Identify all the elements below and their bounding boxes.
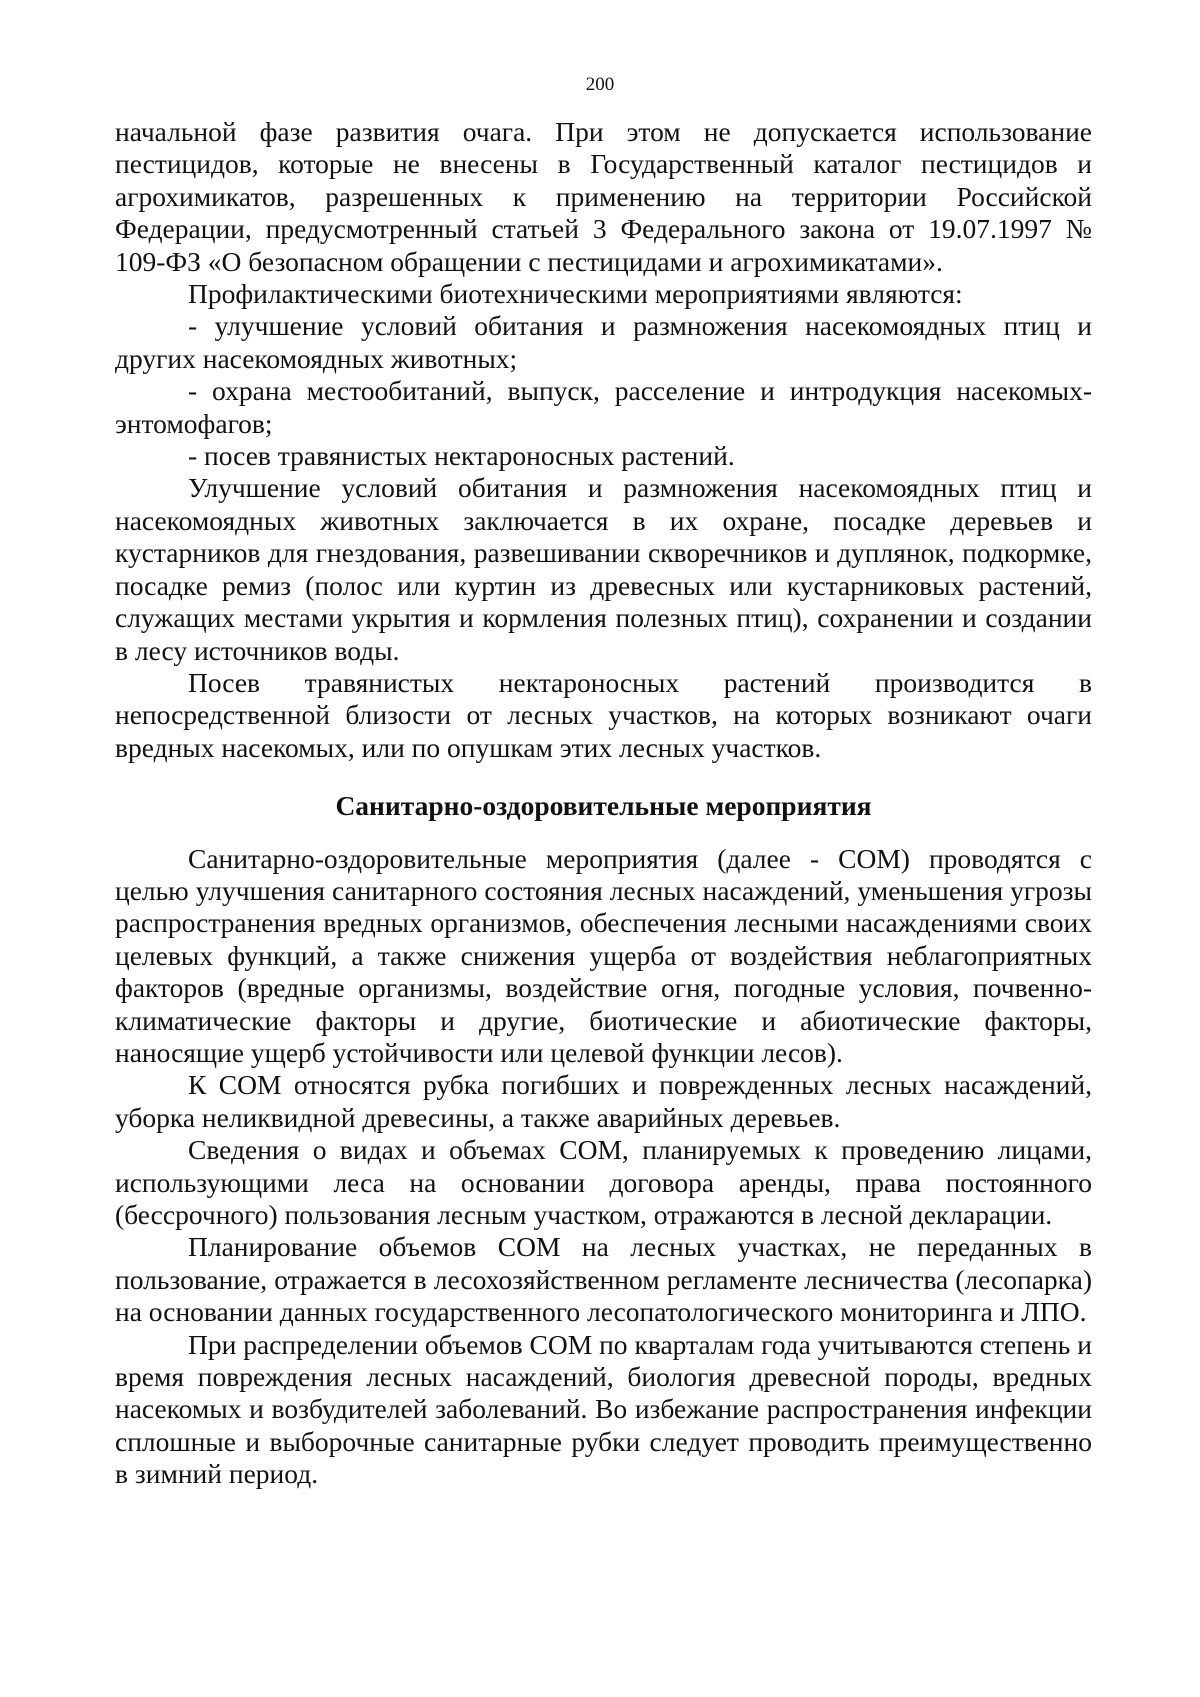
section-heading: Санитарно-оздоровительные мероприятия	[335, 790, 872, 822]
paragraph: При распределении объемов СОМ по кварталам года учитываются степень и время повреждения лесных насаждений, биология древесной породы, вредных насекомых и возбудителей заболеваний. Во избежание распространения инфекции сплошные и выборочные санитарные рубки следует проводить преимущественно в зимний период.	[115, 1328, 1092, 1490]
list-item: - охрана местообитаний, выпуск, расселение и интродукция насекомых-энтомофагов;	[115, 375, 1092, 439]
paragraph: Санитарно-оздоровительные мероприятия (далее - СОМ) проводятся с целью улучшения санитарного состояния лесных насаждений, уменьшения угрозы распространения вредных организмов, обеспечения лесными насаждениями своих целевых функций, а также снижения ущерба от воздействия неблагоприятных факторов (вредные организмы, воздействие огня, погодные условия, почвенно-климатические факторы и другие, биотические и абиотические факторы, наносящие ущерб устойчивости или целевой функции лесов).	[115, 842, 1092, 1068]
paragraph-continued: начальной фазе развития очага. При этом не допускается использование пестицидов, которые не внесены в Государственный каталог пестицидов и агрохимикатов, разрешенных к применению на территории Российской Федерации, предусмотренный статьей 3 Федерального закона от 19.07.1997 № 109-ФЗ «О безопасном обращении с пестицидами и агрохимикатами».	[115, 116, 1092, 277]
list-item: - улучшение условий обитания и размножения насекомоядных птиц и других насекомоядных животных;	[115, 310, 1092, 374]
document-body	[115, 116, 1092, 1491]
paragraph: Сведения о видах и объемах СОМ, планируемых к проведению лицами, использующими леса на основании договора аренды, права постоянного (бессрочного) пользования лесным участком, отражаются в лесной декларации.	[115, 1134, 1092, 1230]
paragraph: Улучшение условий обитания и размножения насекомоядных птиц и насекомоядных животных заключается в их охране, посадке деревьев и кустарников для гнездования, развешивании скворечников и дуплянок, подкормке, посадке ремиз (полос или куртин из древесных или кустарниковых растений, служащих местами укрытия и кормления полезных птиц), сохранении и создании в лесу источников воды.	[115, 472, 1092, 666]
paragraph: К СОМ относятся рубка погибших и поврежденных лесных насаждений, уборка неликвидной древесины, а также аварийных деревьев.	[115, 1069, 1092, 1133]
paragraph: Планирование объемов СОМ на лесных участках, не переданных в пользование, отражается в лесохозяйственном регламенте лесничества (лесопарка) на основании данных государственного лесопатологического мониторинга и ЛПО.	[115, 1231, 1092, 1328]
page-number: 200	[585, 74, 615, 95]
paragraph-intro-list: Профилактическими биотехническими мероприятиями являются:	[188, 278, 963, 310]
list-item: - посев травянистых нектароносных растений.	[188, 440, 735, 472]
paragraph: Посев травянистых нектароносных растений производится в непосредственной близости от лесных участков, на которых возникают очаги вредных насекомых, или по опушкам этих лесных участков.	[115, 666, 1092, 763]
